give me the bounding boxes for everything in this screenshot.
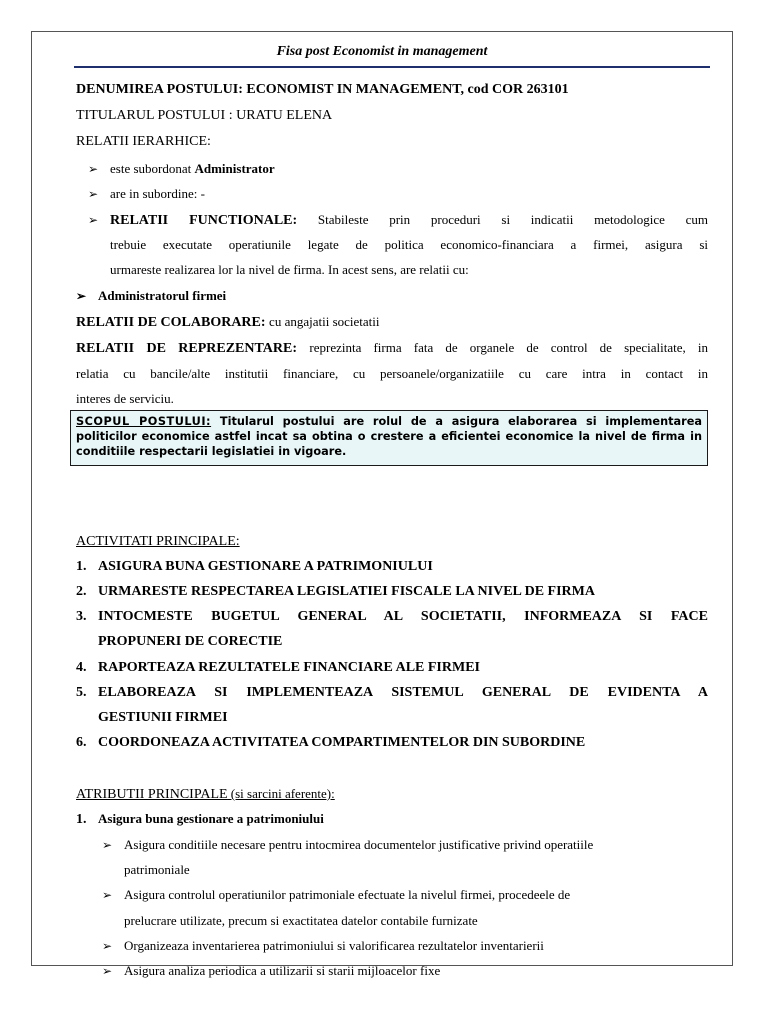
atributii-title-suffix: (si sarcini aferente):: [227, 786, 335, 801]
scopul-label: SCOPUL POSTULUI:: [76, 415, 212, 428]
arrow-bullet-icon: ➢: [88, 213, 99, 227]
denumire-line: [76, 82, 569, 98]
functionale-line-3: urmareste realizarea lor la nivel de firma. In acest sens, are relatii cu:: [110, 262, 469, 277]
reprezentare-line-1: [76, 340, 708, 357]
scop-line-1: Titularul postului are rolul de a asigura elaborarea si implementarea: [219, 415, 702, 428]
colaborare-line: [76, 314, 380, 331]
denumire-value: ECONOMIST IN MANAGEMENT, cod COR 263101: [246, 82, 569, 97]
arrow-bullet-icon: ➢: [102, 939, 113, 953]
denumire-label: DENUMIREA POSTULUI:: [76, 82, 243, 97]
reprezentare-label: RELATII DE REPREZENTARE:: [76, 341, 298, 356]
colaborare-label: RELATII DE COLABORARE:: [76, 315, 266, 330]
reprezentare-text-1: reprezinta firma fata de organele de control de specialitate, in: [309, 340, 709, 355]
activitate-item-4: 4. RAPORTEAZA REZULTATELE FINANCIARE ALE FIRMEI: [76, 660, 480, 675]
activitate-item-1: 1. ASIGURA BUNA GESTIONARE A PATRIMONIULUI: [76, 559, 433, 574]
atributie-bullet-1: ➢ Asigura conditiile necesare pentru intocmirea documentelor justificative privind operatiile: [102, 837, 594, 852]
relatii-ierarhice-label: RELATII IERARHICE:: [76, 134, 211, 149]
activitate-item-6: 6. COORDONEAZA ACTIVITATEA COMPARTIMENTELOR DIN SUBORDINE: [76, 735, 586, 750]
activitati-title: ACTIVITATI PRINCIPALE:: [76, 534, 240, 549]
subordonat-prefix: este subordonat: [110, 161, 195, 176]
header-divider: [74, 66, 710, 68]
titular-line: [76, 108, 332, 124]
activitate-item-3-cont: PROPUNERI DE CORECTIE: [98, 634, 283, 649]
reprezentare-line-3: interes de serviciu.: [76, 391, 174, 406]
arrow-bullet-icon: ➢: [102, 888, 113, 902]
arrow-bullet-icon: ➢: [102, 964, 113, 978]
functionale-line-1: Stabileste prin proceduri si indicatii metodologice cum: [317, 212, 708, 227]
titular-value: URATU ELENA: [236, 108, 333, 123]
colaborare-value: cu angajatii societatii: [269, 314, 380, 329]
activitate-item-5: 5. ELABOREAZA SI IMPLEMENTEAZA SISTEMUL GENERAL DE EVIDENTA A: [76, 685, 708, 700]
scop-line-2: politicilor economice astfel incat sa obtina o crestere a eficientei economice la nivel de firma in: [76, 430, 702, 443]
activitate-item-3: 3. INTOCMESTE BUGETUL GENERAL AL SOCIETATII, INFORMEAZA SI FACE: [76, 609, 708, 624]
functionale-line-2: trebuie executate operatiunile legate de politica economico-financiara a firmei, asigura si: [110, 237, 708, 252]
arrow-bullet-icon: ➢: [88, 162, 99, 176]
atributii-title: ATRIBUTII PRINCIPALE: [76, 787, 228, 802]
atributie-bullet-2: ➢ Asigura controlul operatiunilor patrimoniale efectuate la nivelul firmei, procedeele de: [102, 887, 571, 902]
arrow-bullet-icon: ➢: [88, 187, 99, 201]
scopul-postului-box: [70, 410, 708, 466]
activitate-item-5-cont: GESTIUNII FIRMEI: [98, 710, 228, 725]
bullet-admin-firmei: [76, 288, 226, 304]
atributie-bullet-2-cont: prelucrare utilizate, precum si exactitatea datelor contabile furnizate: [124, 913, 478, 928]
subordonat-value: Administrator: [194, 161, 275, 176]
atributie-item-1: 1. Asigura buna gestionare a patrimoniului: [76, 811, 324, 827]
bullet-subordonat: [88, 161, 275, 177]
atributie-bullet-3: ➢ Organizeaza inventarierea patrimoniului si valorificarea rezultatelor inventarierii: [102, 938, 544, 953]
bullet-in-subordine: [88, 186, 205, 202]
scop-line-3: conditiile respectarii legislatiei in vigoare.: [76, 445, 347, 458]
functionale-label: RELATII FUNCTIONALE:: [110, 213, 298, 228]
activitate-item-2: 2. URMARESTE RESPECTAREA LEGISLATIEI FISCALE LA NIVEL DE FIRMA: [76, 584, 595, 599]
document-header-title: Fisa post Economist in management: [276, 44, 488, 59]
titular-label: TITULARUL POSTULUI :: [76, 108, 233, 123]
admin-firmei-text: Administratorul firmei: [98, 288, 227, 303]
arrow-bullet-icon: ➢: [102, 838, 113, 852]
in-subordine-text: are in subordine: -: [110, 186, 205, 201]
atributii-title-line: [76, 786, 335, 803]
atributie-bullet-1-cont: patrimoniale: [124, 862, 190, 877]
reprezentare-line-2: relatia cu bancile/alte institutii financiare, cu persoanele/organizatiile cu care intra in contact in: [76, 366, 708, 381]
bullet-functionale: [88, 212, 708, 229]
arrow-bullet-icon: ➢: [76, 289, 87, 303]
atributie-bullet-4: ➢ Asigura analiza periodica a utilizarii si starii mijloacelor fixe: [102, 963, 441, 978]
document-page: [31, 31, 733, 978]
